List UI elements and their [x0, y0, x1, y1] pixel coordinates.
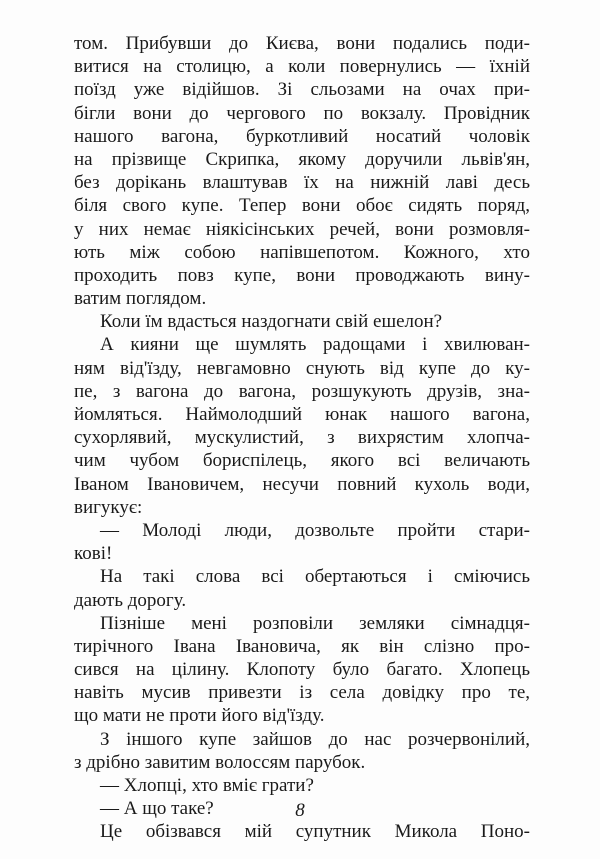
text-line: сився на цілину. Клопоту було багато. Хлопець — [74, 659, 530, 681]
text-line: що мати не проти його від'їзду. — [74, 705, 325, 727]
text-line: Коли їм вдасться наздогнати свій ешелон? — [100, 311, 443, 333]
text-line: Це обізвався мій супутник Микола Поно- — [100, 821, 530, 843]
text-line: — Хлопці, хто вміє грати? — [100, 775, 314, 796]
text-line: пе, з вагона до вагона, розшукують друзів, зна- — [74, 380, 530, 402]
text-line: ватим поглядом. — [74, 288, 207, 310]
page-number: 8 — [295, 800, 305, 821]
text-line: кові! — [74, 543, 113, 565]
text-line: — А що таке? — [100, 798, 214, 820]
text-line: На такі слова всі обертаються і сміючись — [100, 566, 530, 588]
text-line: без дорікань влаштував їх на нижній лаві десь — [74, 172, 530, 194]
text-line: Пізніше мені розповіли земляки сімнадця- — [100, 612, 530, 634]
text-line: А кияни ще шумлять радощами і хвилюван- — [100, 334, 530, 356]
text-line: навіть мусив привезти із села довідку про те, — [74, 682, 530, 704]
text-line: дають дорогу. — [74, 589, 187, 611]
text-line: Іваном Івановичем, несучи повний кухоль води, — [74, 473, 530, 495]
text-line: сухорлявий, мускулистий, з вихрястим хлопча- — [74, 427, 530, 449]
text-line: З іншого купе зайшов до нас розчервонілий, — [100, 728, 530, 750]
body-text — [74, 32, 530, 844]
text-line: у них немає ніякісінських речей, вони розмовля- — [74, 218, 530, 240]
text-line: нашого вагона, буркотливий носатий чоловік — [74, 125, 530, 147]
text-line: — Молоді люди, дозвольте пройти стари- — [100, 519, 530, 541]
text-line: йомляться. Наймолодший юнак нашого вагона, — [74, 404, 530, 425]
text-line: поїзд уже відійшов. Зі сльозами на очах при- — [74, 79, 530, 101]
text-line: проходить повз купе, вони проводжають вину- — [74, 264, 530, 286]
text-line: витися на столицю, а коли повернулись — їхній — [74, 56, 530, 78]
text-line: бігли вони до чергового по вокзалу. Провідник — [74, 102, 530, 124]
text-line: ють між собою напівшепотом. Кожного, хто — [74, 241, 530, 263]
text-line: з дрібно завитим волоссям парубок. — [74, 751, 366, 773]
text-line: на прізвище Скрипка, якому доручили львів'ян, — [74, 148, 530, 170]
text-line: том. Прибувши до Києва, вони подались поди- — [74, 33, 530, 54]
text-line: біля свого купе. Тепер вони обоє сидять поряд, — [74, 195, 530, 217]
text-line: чим чубом бориспілець, якого всі величають — [74, 450, 530, 472]
text-line: ням від'їзду, невгамовно снують від купе до ку- — [74, 357, 530, 379]
text-line: тирічного Івана Івановича, як він слізно про- — [74, 635, 530, 657]
text-line: вигукує: — [74, 496, 143, 518]
